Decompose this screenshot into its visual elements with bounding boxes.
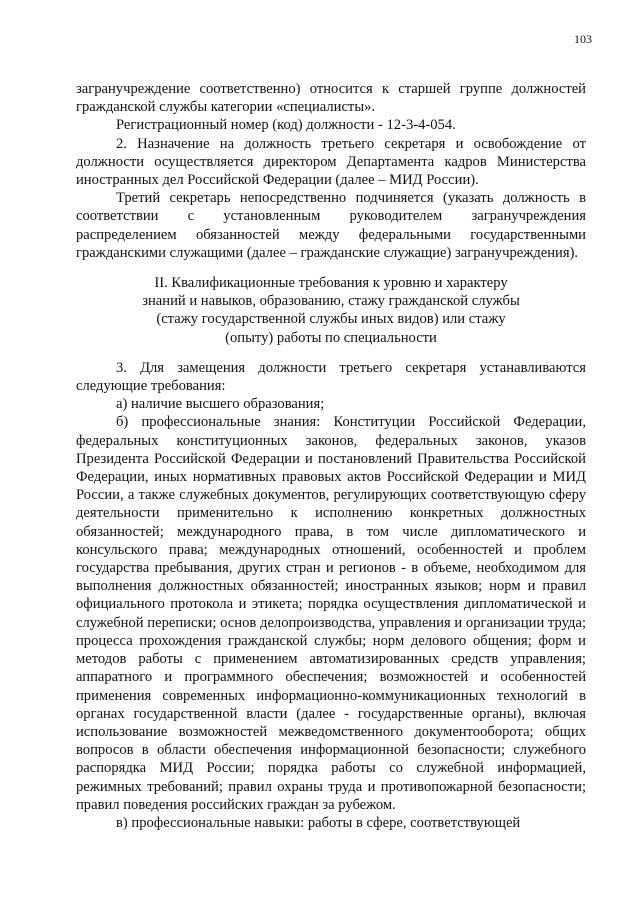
requirement-item-a: а) наличие высшего образования;: [116, 396, 325, 413]
paragraph-appointment: 2. Назначение на должность третьего секретаря и освобождение от должности осуществляется директором Департамента кадров Министерства иностранных дел Российской Федерации (далее – МИД России).: [76, 135, 586, 189]
paragraph-continuation: загранучреждение соответственно) относится к старшей группе должностей гражданской службы категории «специалисты».: [76, 81, 586, 116]
requirements-intro: 3. Для замещения должности третьего секретаря устанавливаются следующие требования:: [76, 359, 586, 395]
section-heading: [76, 274, 586, 347]
paragraph-registration-number: Регистрационный номер (код) должности - 12-3-4-054.: [116, 117, 456, 134]
document-body: [76, 80, 586, 832]
requirement-item-v: в) профессиональные навыки: работы в сфере, соответствующей: [116, 814, 521, 831]
requirement-item-b: б) профессиональные знания: Конституции Российской Федерации, федеральных конституционных законов, федеральных законов, указов Президента Российской Федерации и постановлений Правительства Российской Федерации, иных нормативных правовых актов Российской Федерации и МИД России, а также служебных документов, регулирующих соответствующую сферу деятельности применительно к исполнению конкретных должностных обязанностей; международного права, в том числе дипломатического и консульского права; международных отношений, особенностей и проблем государства пребывания, других стран и регионов - в объеме, необходимом для выполнения должностных обязанностей; иностранных языков; норм и правил официального протокола и этикета; порядка осуществления дипломатической и служебной переписки; основ делопроизводства, управления и организации труда; процесса прохождения гражданской службы; норм делового общения; форм и методов работы с применением автоматизированных средств управления; аппаратного и программного обеспечения; возможностей и особенностей применения современных информационно-коммуникационных технологий в органах государственной власти (далее - государственные органы), включая использование возможностей межведомственного документооборота; общих вопросов в области обеспечения информационной безопасности; служебного распорядка МИД России; порядка работы со служебной информацией, режимных требований; правил охраны труда и противопожарной безопасности; правил поведения российских граждан за рубежом.: [76, 414, 586, 813]
section-heading-line: знаний и навыков, образованию, стажу гражданской службы: [142, 293, 520, 310]
section-heading-line: (опыту) работы по специальности: [225, 329, 437, 346]
paragraph-subordination: Третий секретарь непосредственно подчиняется (указать должность в соответствии с установленным руководителем загранучреждения распределением обязанностей между федеральными государственными гражданскими служащими (далее – гражданские служащие) загранучреждения).: [76, 190, 586, 261]
section-heading-line: II. Квалификационные требования к уровню и характеру: [154, 275, 508, 292]
section-heading-line: (стажу государственной службы иных видов) или стажу: [156, 311, 506, 328]
page-number: 103: [574, 32, 592, 46]
